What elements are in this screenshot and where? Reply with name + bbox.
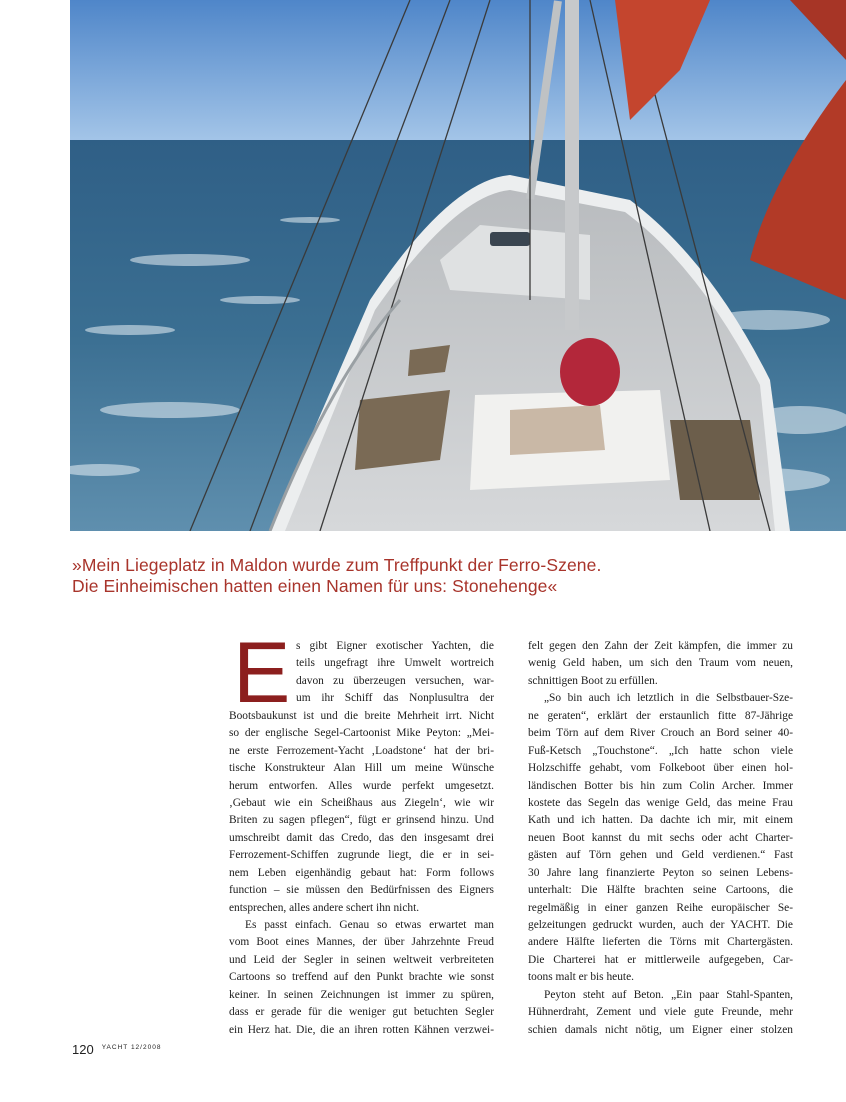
pull-quote-line-1: »Mein Liegeplatz in Maldon wurde zum Treffpunkt der Ferro-Szene. xyxy=(72,555,602,575)
text-line: unterhalt: Die Hälfte brachten seine Cartoons, die xyxy=(528,884,793,897)
text-line: Fuß-Ketsch „Touchstone“. „Ich hatte schon viele xyxy=(528,744,793,757)
text-line: 30 Jahre lang finanzierte Peyton so seinen Lebens- xyxy=(528,866,793,879)
text-line: ne geraten“, erklärt der erstaunlich fitte 87-Jährige xyxy=(528,709,793,722)
pull-quote xyxy=(72,555,832,597)
text-line: Hühnerdraht, Zement und viele gute Freunde, mehr xyxy=(528,1006,793,1019)
text-line: Kath und ich hatten. Da dachte ich mir, mit einem xyxy=(528,814,793,827)
text-line: davon zu überzeugen versuchen, war- xyxy=(296,674,494,687)
text-line: schien damals nicht nötig, um Eigner einer stolzen xyxy=(528,1023,793,1036)
text-line: function – sie müssen den Bedürfnissen des Eigners xyxy=(229,884,494,897)
text-line: und Leid der Segler in seinen weltweit verbreiteten xyxy=(229,953,494,966)
text-line: Ferrozement-Schiffen zugrunde liegt, die er in sei- xyxy=(229,849,494,862)
pull-quote-line-2: Die Einheimischen hatten einen Namen für uns: Stonehenge« xyxy=(72,576,558,596)
text-line: umschreibt damit das Credo, das den insgesamt drei xyxy=(229,831,494,844)
text-line: schnittigen Boot zu erfüllen. xyxy=(528,674,658,687)
text-line: kostete das Segeln das wenige Geld, das meine Frau xyxy=(528,796,793,809)
text-line: Peyton steht auf Beton. „Ein paar Stahl-Spanten, xyxy=(544,988,793,1001)
text-line: s gibt Eigner exotischer Yachten, die xyxy=(296,640,494,652)
text-line: ländischen Botter bis hin zum Colin Archer. Immer xyxy=(528,779,793,792)
text-line: vom Boot eines Mannes, der über Jahrzehnte Freud xyxy=(229,936,494,949)
text-line: regelmäßig in einer ganzen Reihe europäischer Se- xyxy=(528,901,793,914)
text-line: nem Leben eigenhändig gebaut hat: Form follows xyxy=(229,866,494,879)
text-line: tische Konstrukteur Alan Hill um meine Wünsche xyxy=(229,762,494,775)
text-line: toons malt er bis heute. xyxy=(528,971,634,984)
text-line: andere Hälfte lieferten die Törns mit Chartergästen. xyxy=(528,936,793,949)
text-line: teils ungefragt ihre Umwelt wortreich xyxy=(296,657,494,670)
text-line: Es passt einfach. Genau so etwas erwartet man xyxy=(245,919,494,931)
article-column-2 xyxy=(528,638,793,1039)
drop-cap: E xyxy=(233,625,291,721)
text-line: felt gegen den Zahn der Zeit kämpfen, die immer zu xyxy=(528,640,793,652)
sailboat-deck-photo xyxy=(70,0,846,531)
page-number: 120 xyxy=(72,1042,94,1057)
text-line: Briten zu sagen pflegen“, fügt er grinsend hinzu. Und xyxy=(229,814,494,827)
text-line: dass er gerade für die weniger gut betuchten Segler xyxy=(229,1006,494,1019)
magazine-issue: YACHT 12/2008 xyxy=(101,1044,162,1051)
text-line: keiner. In seinen Zeichnungen ist immer zu spüren, xyxy=(229,988,494,1001)
text-line: so der englische Segel-Cartoonist Mike Peyton: „Mei- xyxy=(229,727,494,740)
text-line: neuen Boot kannst du mit sechs oder acht Charter- xyxy=(528,831,793,844)
page-footer xyxy=(72,1041,161,1059)
text-line: ‚Gebaut wie ein Scheißhaus aus Ziegeln‘, wie wir xyxy=(229,796,494,809)
text-line: wenig Geld haben, um sich den Traum vom neuen, xyxy=(528,657,793,670)
text-line: „So bin auch ich letztlich in die Selbstbauer-Sze- xyxy=(544,692,793,705)
text-line: Bootsbaukunst ist und die breite Mehrheit irrt. Nicht xyxy=(229,709,494,722)
text-line: Holzschiffe gehabt, vom Folkeboot über einen hol- xyxy=(528,762,793,775)
text-line: ein Herz hat. Die, die an ihren rotten Kähnen verzwei- xyxy=(229,1023,494,1036)
text-line: um ihr Schiff das Nonplusultra der xyxy=(296,692,494,705)
text-line: gästen auf Törn gehen und Geld verdienen.“ Fast xyxy=(528,849,793,862)
text-line: entsprechen, alles andere schert ihn nicht. xyxy=(229,901,420,914)
article-column-1 xyxy=(229,638,494,1039)
text-line: Cartoons so treffend auf den Punkt brachte wie sonst xyxy=(229,971,494,984)
text-line: herum entworfen. Alles wurde perfekt umgesetzt. xyxy=(229,779,494,792)
text-line: gelzeitungen gedruckt wurden, auch der YACHT. Die xyxy=(528,919,793,931)
text-line: Die Charterei hat er mittlerweile aufgegeben, Car- xyxy=(528,953,793,966)
text-line: beim Törn auf dem River Crouch an Bord seiner 40- xyxy=(528,727,793,740)
text-line: ne erste Ferrozement-Yacht ‚Loadstone‘ hat der bri- xyxy=(229,744,494,757)
